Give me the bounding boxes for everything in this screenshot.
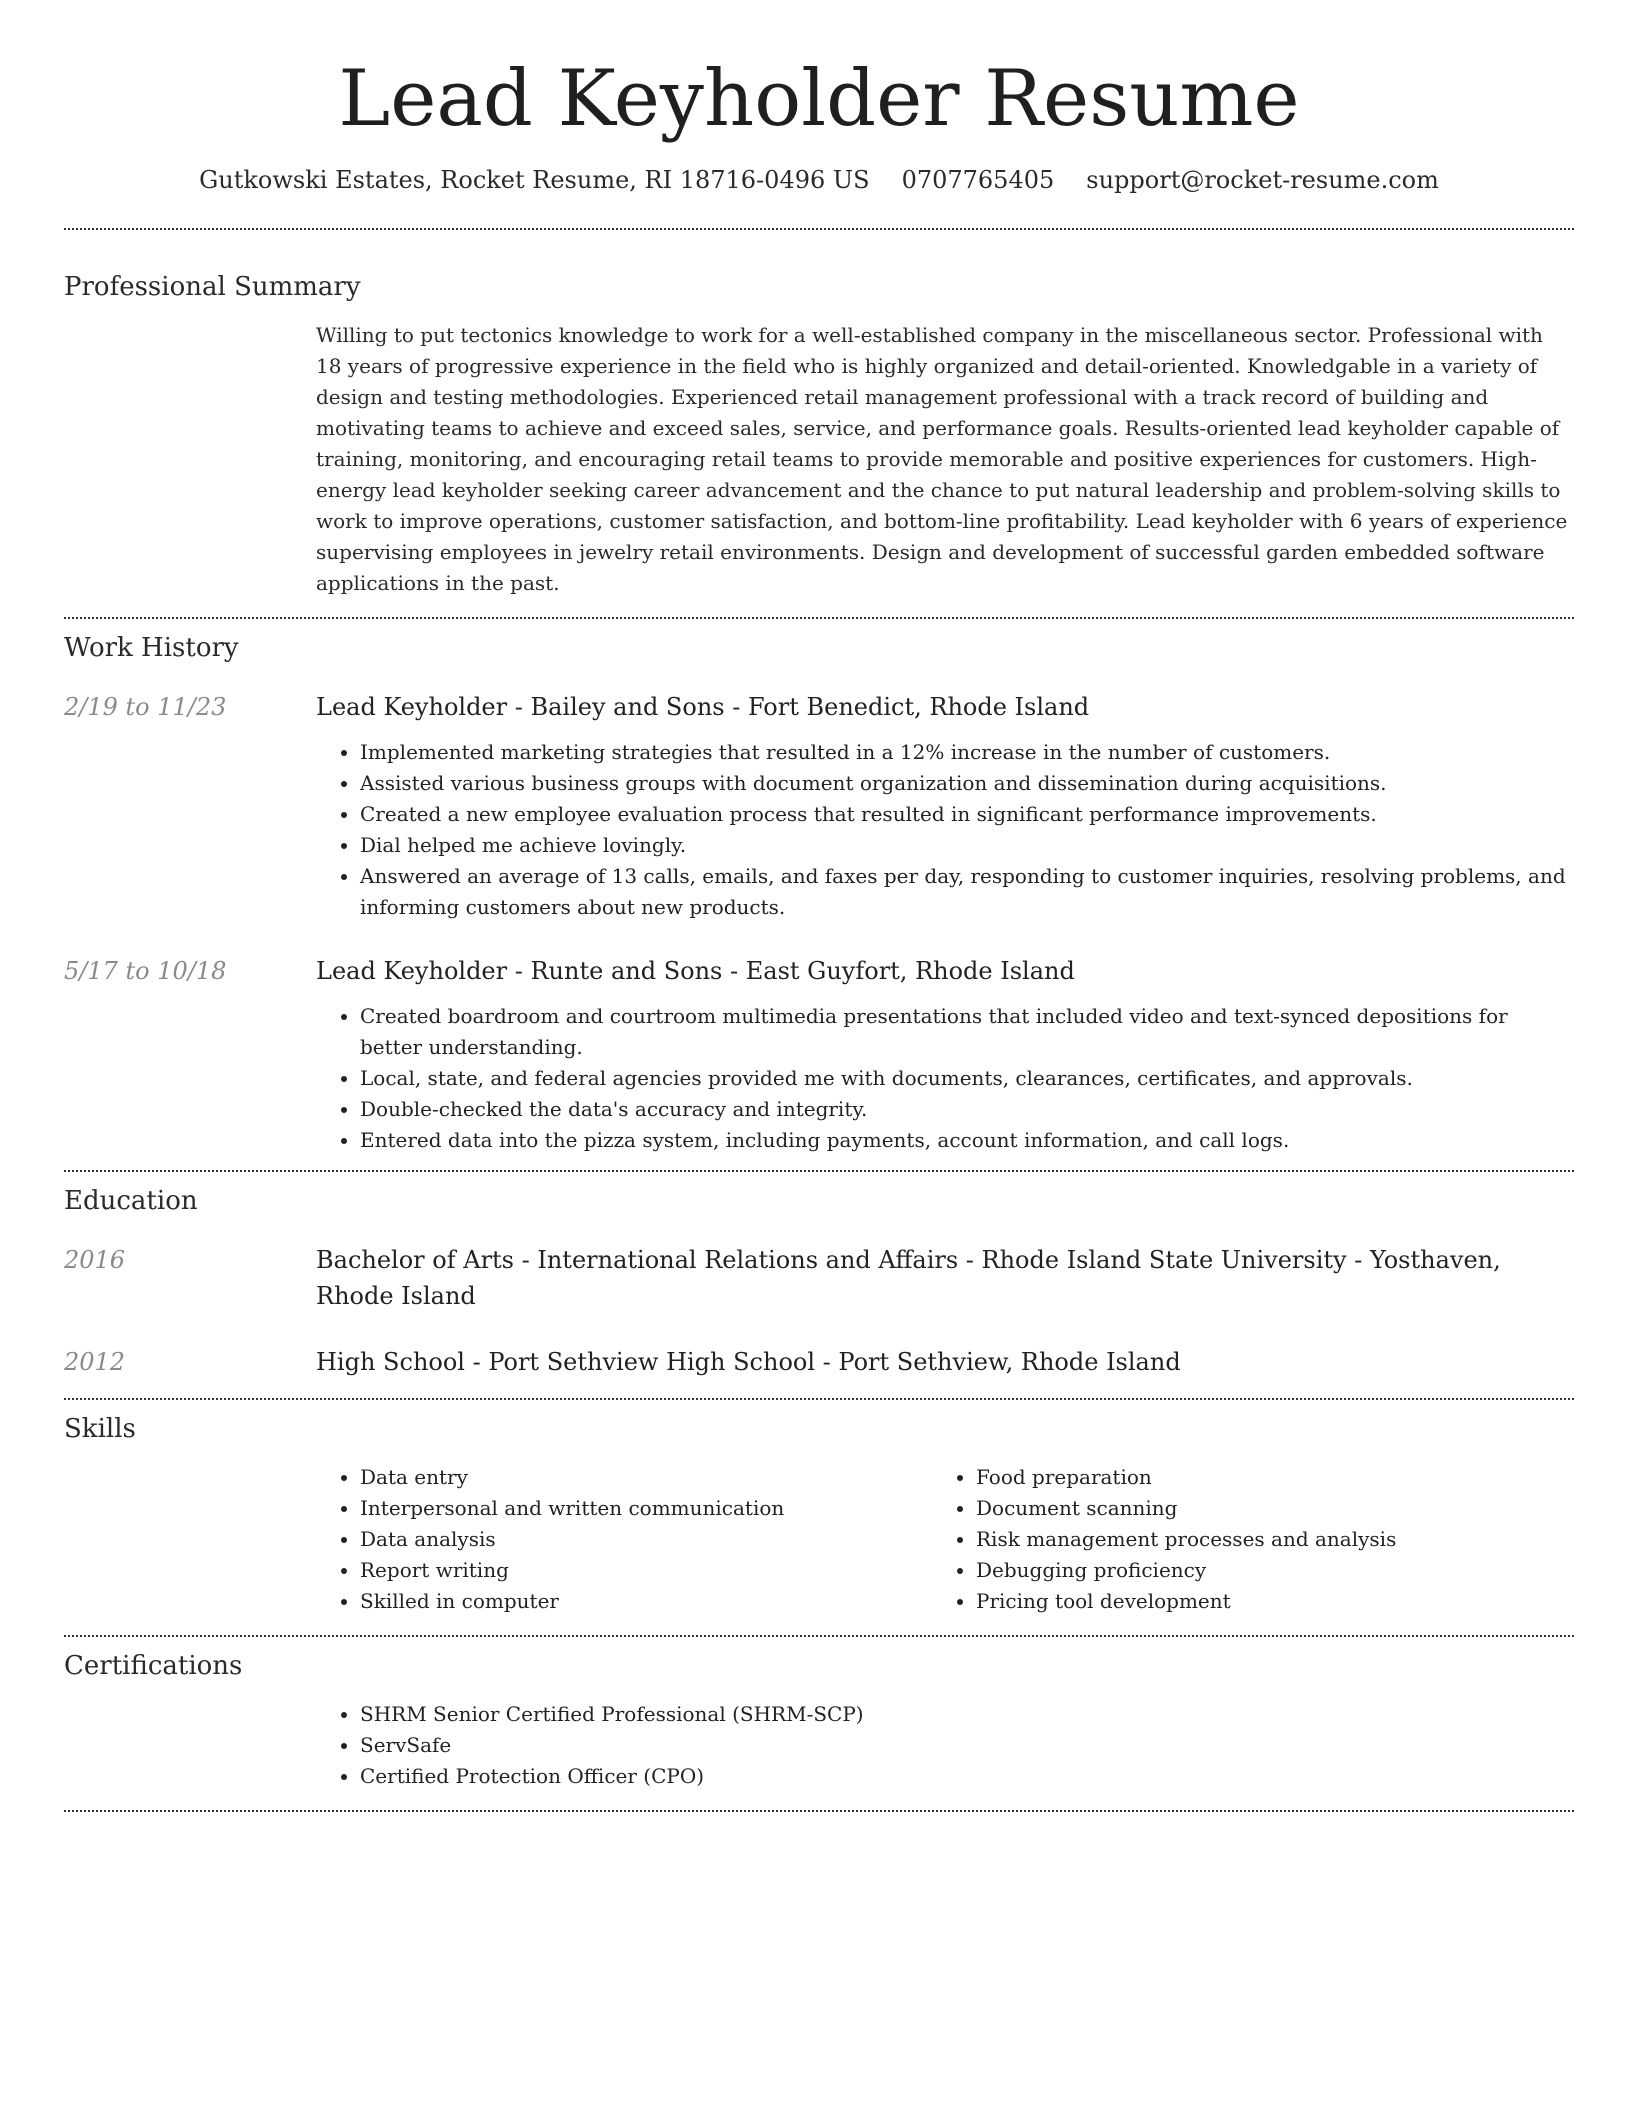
list-item: • ServSafe xyxy=(360,1730,1574,1761)
contact-phone: 0707765405 xyxy=(901,166,1055,194)
divider xyxy=(64,228,1574,230)
list-item: • Debugging proficiency xyxy=(976,1555,1548,1586)
list-item: • Data entry xyxy=(360,1462,932,1493)
job-bullets xyxy=(316,737,1574,923)
list-item: • Interpersonal and written communication xyxy=(360,1493,932,1524)
job-location: Fort Benedict, Rhode Island xyxy=(747,693,1090,721)
list-item: • Created a new employee evaluation process that resulted in significant performance improvements. xyxy=(360,799,1574,830)
education-entry xyxy=(64,1242,1574,1314)
divider xyxy=(64,1170,1574,1172)
education-date: 2012 xyxy=(64,1348,126,1376)
contact-line xyxy=(64,166,1574,194)
page-title: Lead Keyholder Resume xyxy=(338,54,1300,144)
list-item: • Pricing tool development xyxy=(976,1586,1548,1617)
certifications-bullets xyxy=(316,1699,1574,1792)
list-item: • Skilled in computer xyxy=(360,1586,932,1617)
job-role: Lead Keyholder xyxy=(316,693,508,721)
education-degree: High School xyxy=(316,1348,465,1376)
list-item: • Answered an average of 13 calls, emails, and faxes per day, responding to customer inquiries, resolving problems, and informing customers about new products. xyxy=(360,861,1574,923)
section-title-education: Education xyxy=(64,1186,198,1216)
job-location: East Guyfort, Rhode Island xyxy=(745,957,1075,985)
divider xyxy=(64,617,1574,619)
education-degree: Bachelor of Arts - International Relations and Affairs xyxy=(316,1246,959,1274)
list-item: • Document scanning xyxy=(976,1493,1548,1524)
list-item: • Food preparation xyxy=(976,1462,1548,1493)
job-date: 5/17 to 10/18 xyxy=(64,957,227,985)
job-body xyxy=(316,689,1574,923)
list-item: • Dial helped me achieve lovingly. xyxy=(360,830,1574,861)
list-item: • Assisted various business groups with document organization and dissemination during acquisitions. xyxy=(360,768,1574,799)
job-bullets xyxy=(316,1001,1574,1156)
skills-list xyxy=(316,1462,1574,1617)
list-item: • Implemented marketing strategies that resulted in a 12% increase in the number of customers. xyxy=(360,737,1574,768)
education-heading xyxy=(316,1344,1574,1380)
certifications-list xyxy=(316,1699,1574,1792)
section-title-certifications: Certifications xyxy=(64,1651,243,1681)
section-title-skills: Skills xyxy=(64,1414,136,1444)
list-item: • Certified Protection Officer (CPO) xyxy=(360,1761,1574,1792)
job-company: Bailey and Sons xyxy=(530,693,725,721)
list-item: • Double-checked the data's accuracy and integrity. xyxy=(360,1094,1574,1125)
skills-column-left xyxy=(316,1462,932,1617)
contact-email: support@rocket-resume.com xyxy=(1086,166,1439,194)
section-title-work: Work History xyxy=(64,633,239,663)
contact-address: Gutkowski Estates, Rocket Resume, RI 18716-0496 US xyxy=(199,166,870,194)
list-item: • Report writing xyxy=(360,1555,932,1586)
job-heading: Lead Keyholder - Runte and Sons - East Guyfort, Rhode Island xyxy=(316,957,1075,985)
list-item: • Created boardroom and courtroom multimedia presentations that included video and text-synced depositions for better understanding. xyxy=(360,1001,1574,1063)
education-heading xyxy=(316,1242,1574,1314)
education-date: 2016 xyxy=(64,1246,126,1274)
skills-column-right xyxy=(932,1462,1548,1617)
list-item: • Local, state, and federal agencies provided me with documents, clearances, certificates, and approvals. xyxy=(360,1063,1574,1094)
divider xyxy=(64,1398,1574,1400)
divider xyxy=(64,1810,1574,1812)
job-heading: Lead Keyholder - Bailey and Sons - Fort Benedict, Rhode Island xyxy=(316,693,1090,721)
job-body xyxy=(316,953,1574,1156)
job-date: 2/19 to 11/23 xyxy=(64,693,227,721)
job-role: Lead Keyholder xyxy=(316,957,508,985)
education-entry xyxy=(64,1344,1574,1380)
job-entry xyxy=(64,689,1574,923)
education-school: - Port Sethview High School - Port Sethview, Rhode Island xyxy=(464,1348,1181,1376)
list-item: • SHRM Senior Certified Professional (SHRM-SCP) xyxy=(360,1699,1574,1730)
divider xyxy=(64,1635,1574,1637)
resume-page xyxy=(64,0,1574,1812)
job-company: Runte and Sons xyxy=(530,957,723,985)
summary-text: Willing to put tectonics knowledge to work for a well-established company in the miscellaneous sector. Professional with 18 years of progressive experience in the field who is highly organized and detail-oriented. Knowledgable in a variety of design and testing methodologies. Experienced retail management professional with a track record of building and motivating teams to achieve and exceed sales, service, and performance goals. Results-oriented lead keyholder capable of training, monitoring, and encouraging retail teams to provide memorable and positive experiences for customers. High-energy lead keyholder seeking career advancement and the chance to put natural leadership and problem-solving skills to work to improve operations, customer satisfaction, and bottom-line profitability. Lead keyholder with 6 years of experience supervising employees in jewelry retail environments. Design and development of successful garden embedded software applications in the past. xyxy=(316,323,1568,595)
list-item: • Entered data into the pizza system, including payments, account information, and call logs. xyxy=(360,1125,1574,1156)
list-item: • Risk management processes and analysis xyxy=(976,1524,1548,1555)
section-title-summary: Professional Summary xyxy=(64,272,361,302)
list-item: • Data analysis xyxy=(360,1524,932,1555)
education-school: - Rhode Island State University - Yosthaven, Rhode Island xyxy=(316,1246,1501,1310)
job-entry xyxy=(64,953,1574,1156)
